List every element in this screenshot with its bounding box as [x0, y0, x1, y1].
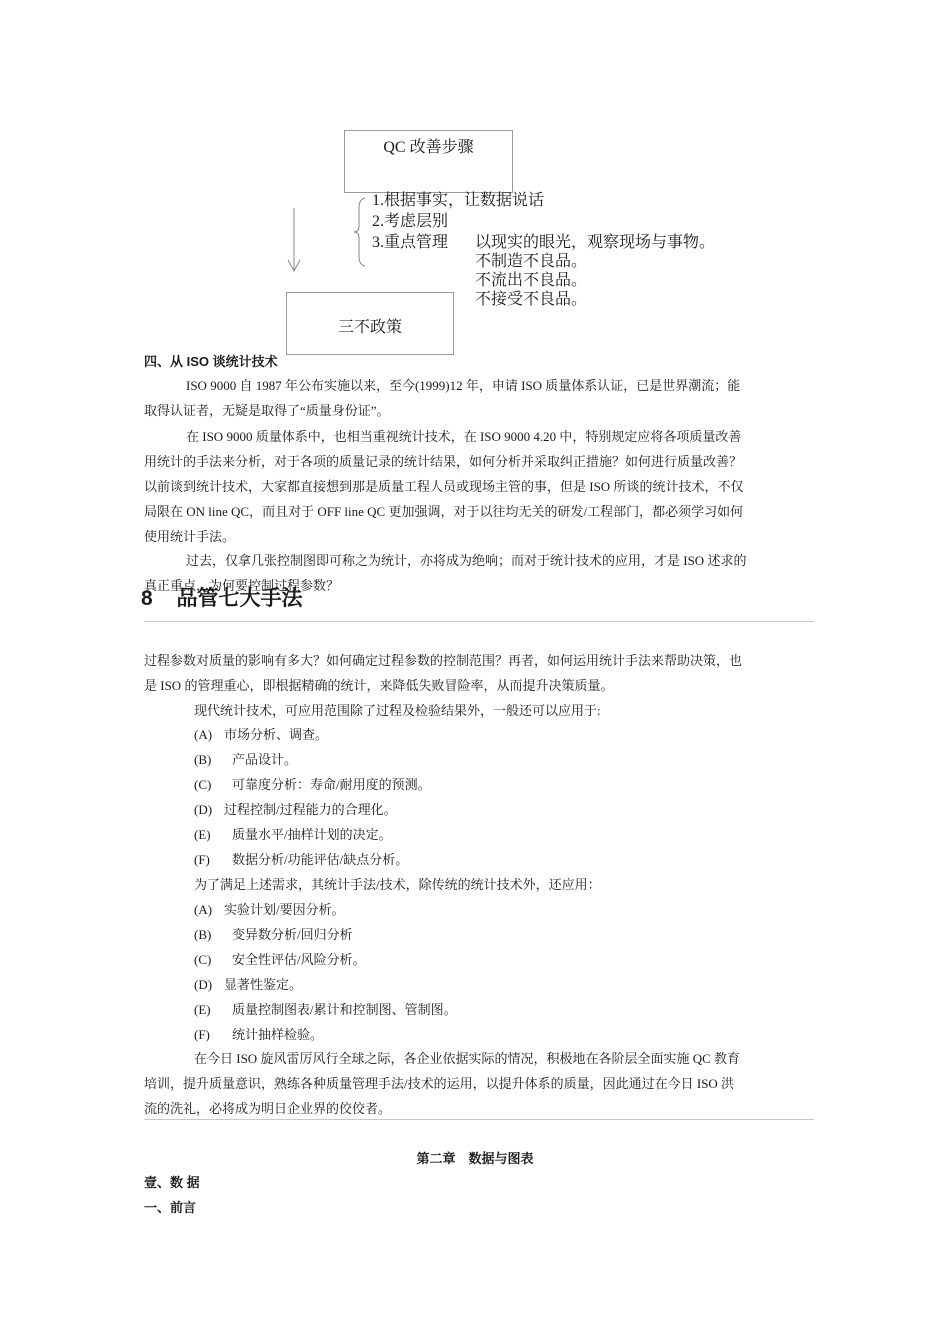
list2-item-d: (D) 显著性鉴定。	[194, 977, 303, 992]
three-no-policy-box	[286, 292, 454, 355]
list1-item-e: (E) 质量水平/抽样计划的决定。	[194, 827, 392, 842]
list2-item-c: (C) 安全性评估/风险分析。	[194, 952, 366, 967]
chapter2-heading-intro: 一、前言	[144, 1200, 197, 1215]
step-2: 2.考虑层别	[372, 213, 449, 230]
brace-icon	[352, 196, 368, 268]
step3-note-2: 不制造不良品。	[475, 253, 588, 270]
body-para1: 过程参数对质量的影响有多大？如何确定过程参数的控制范围？再者，如何运用统计手法来帮助决策，也 是 ISO 的管理重心，即根据精确的统计，来降低失败冒险率，从而提升决策质量。	[144, 653, 743, 693]
list2-item-f: (F) 统计抽样检验。	[194, 1027, 324, 1042]
qc-steps-box	[344, 130, 513, 193]
section4-para3: 过去，仅拿几张控制图即可称之为统计，亦将成为绝响；而对于统计技术的应用，才是 ISO 述求的 真正重点，为何要控制过程参数？	[144, 553, 747, 593]
list2-item-b: (B) 变异数分析/回归分析	[194, 927, 353, 942]
three-no-policy-label: 三不政策	[337, 319, 402, 336]
chapter-title: 品管七大手法	[176, 587, 303, 610]
section4-para2: 在 ISO 9000 质量体系中，也相当重视统计技术，在 ISO 9000 4.20 中，特别规定应将各项质量改善 用统计的手法来分析，对于各项的质量记录的统计结果，如何分析并采取纠正措施？如何进行质量改善？ 以前谈到统计技术，大家都直接想到那是质量工程人员或现场主管的事，但是 ISO 所谈的统计技术，不仅 局限在 ON line QC，而且对于 OFF line QC 更加强调，对于以往均无关的研发/工程部门，都必须学习如何 使用统计手法。	[144, 429, 744, 544]
step-1: 1.根据事实，让数据说话	[372, 192, 545, 209]
step3-note-4: 不接受不良品。	[475, 291, 588, 308]
section-divider	[144, 1119, 814, 1120]
chapter-header	[141, 587, 303, 611]
body-para2: 现代统计技术，可应用范围除了过程及检验结果外，一般还可以应用于:	[194, 703, 601, 718]
list2-item-e: (E) 质量控制图表/累计和控制图、管制图。	[194, 1002, 457, 1017]
chapter-divider	[144, 621, 814, 622]
list1-item-c: (C) 可靠度分析：寿命/耐用度的预测。	[194, 777, 431, 792]
step3-note-1: 以现实的眼光，观察现场与事物。	[475, 234, 716, 251]
section4-para1: ISO 9000 自 1987 年公布实施以来，至今(1999)12 年，申请 ISO 质量体系认证，已是世界潮流；能 取得认证者，无疑是取得了“质量身份证”。	[144, 378, 741, 418]
flow-arrow-icon	[284, 206, 304, 274]
list2-item-a: (A) 实验计划/要因分析。	[194, 902, 345, 917]
chapter-number: 8	[141, 587, 153, 610]
chapter2-heading-data: 壹、数 据	[144, 1175, 200, 1190]
body-para3: 为了满足上述需求，其统计手法/技术，除传统的统计技术外，还应用：	[194, 877, 601, 892]
body-para4: 在今日 ISO 旋风雷厉风行全球之际，各企业依据实际的情况，积极地在各阶层全面实施 QC 教育 培训，提升质量意识，熟练各种质量管理手法/技术的运用，以提升体系的质量，因此通过在今日 ISO 洪 流的洗礼，必将成为明日企业界的佼佼者。	[144, 1051, 741, 1116]
qc-steps-label: QC 改善步骤	[383, 139, 474, 156]
chapter2-title: 第二章 数据与图表	[416, 1151, 534, 1166]
list1-item-f: (F) 数据分析/功能评估/缺点分析。	[194, 852, 409, 867]
list1-item-b: (B) 产品设计。	[194, 752, 298, 767]
list1-item-d: (D) 过程控制/过程能力的合理化。	[194, 802, 397, 817]
step3-note-3: 不流出不良品。	[475, 272, 588, 289]
list1-item-a: (A) 市场分析、调查。	[194, 727, 329, 742]
step-3: 3.重点管理	[372, 234, 449, 251]
section4-heading: 四、从 ISO 谈统计技术	[144, 354, 278, 369]
